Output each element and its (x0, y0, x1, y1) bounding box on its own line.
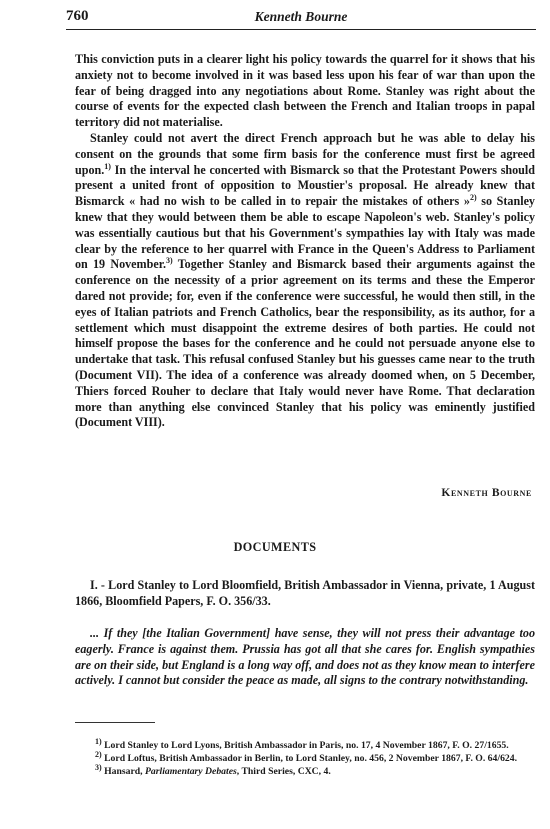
page-header (66, 6, 536, 28)
footnote-ref-1: 1) (104, 161, 111, 171)
paragraph-1: This conviction puts in a clearer light his policy towards the quarrel for it shows that his anxiety not to become involved in it was based less upon his fear of war than upon the fear of being dragged into any negotiations about Rome. Stanley was right about the course of events for the expected clash between the French and Italian troops in papal territory did not materialise. (75, 52, 535, 130)
author-signature: Kenneth Bourne (441, 487, 532, 499)
paragraph-2: Stanley could not avert the direct French approach but he was able to delay his consent on the grounds that some firm basis for the conference must first be agreed upon.$^{1)}$ In the interval he concerted with Bismarck so that the Protestant Powers should present a united front of opposition to Moustier's proposal. He already knew that Bismarck « had no wish to be called in to repair the mistakes of others »$^{2)}$ so Stanley knew that they would between them be able to escape Napoleon's web. Stanley's policy was essentially cautious but that his Government's sympathies lay with Italy was made clear by the reference to her quarrel with France in the Queen's Address to Parliament on 19 November.$^{3)}$ Together Stanley and Bismarck based their arguments against the conference on the necessity of a prior agreement on its terms and these the Emperor dared not provide; for, even if the conference were successful, he would then still, in the eyes of Italian patriots and French Catholics, bear the responsibility, as its author, for a settlement which must disappoint the extreme desires of both parties. He could not himself propose the bases for the conference and he could not persuade anyone else to undertake that task. This refusal confused Stanley but his guesses came near to the truth (Document VII). The idea of a conference was already doomed when, on 5 December, Thiers forced Rouher to declare that Italy would never have Rome. That declaration more than anything else convinced Stanley that his policy was eminently justified (Document VIII). (75, 130, 535, 430)
footnote-ref-2: 2) (469, 193, 477, 203)
footnote-3: $^{3)}$ Hansard, Parliamentary Debates, Third Series, CXC, 4. (95, 762, 331, 778)
running-head: Kenneth Bourne (254, 9, 348, 24)
footnote-1: $^{1)}$ Lord Stanley to Lord Lyons, British Ambassador in Paris, no. 17, 4 November 1867, F. O. 27/1655. (95, 736, 509, 751)
footnote-ref-3: 3) (166, 256, 173, 266)
footnote-rule (75, 722, 155, 723)
document-quote: ... If they [the Italian Government] have sense, they will not press their advantage too eagerly. France is against them. Prussia has got all that she cares for. English sympathies are on their side, but England is a long way off, and does not as they know mean to interfere actively. I cannot but consider the peace as made, all signs to the contrary notwithstanding. (75, 626, 535, 688)
body-text (75, 52, 535, 431)
header-rule (66, 29, 536, 30)
document-heading: I. - Lord Stanley to Lord Bloomfield, British Ambassador in Vienna, private, 1 August 1866, Bloomfield Papers, F. O. 356/33. (75, 578, 535, 608)
footnotes (75, 736, 535, 778)
section-title: DOCUMENTS (233, 540, 317, 554)
footnote-2: $^{2)}$ Lord Loftus, British Ambassador in Berlin, to Lord Stanley, no. 456, 2 November 1867, F. O. 64/624. (95, 749, 518, 765)
page-number: 760 (66, 8, 89, 24)
